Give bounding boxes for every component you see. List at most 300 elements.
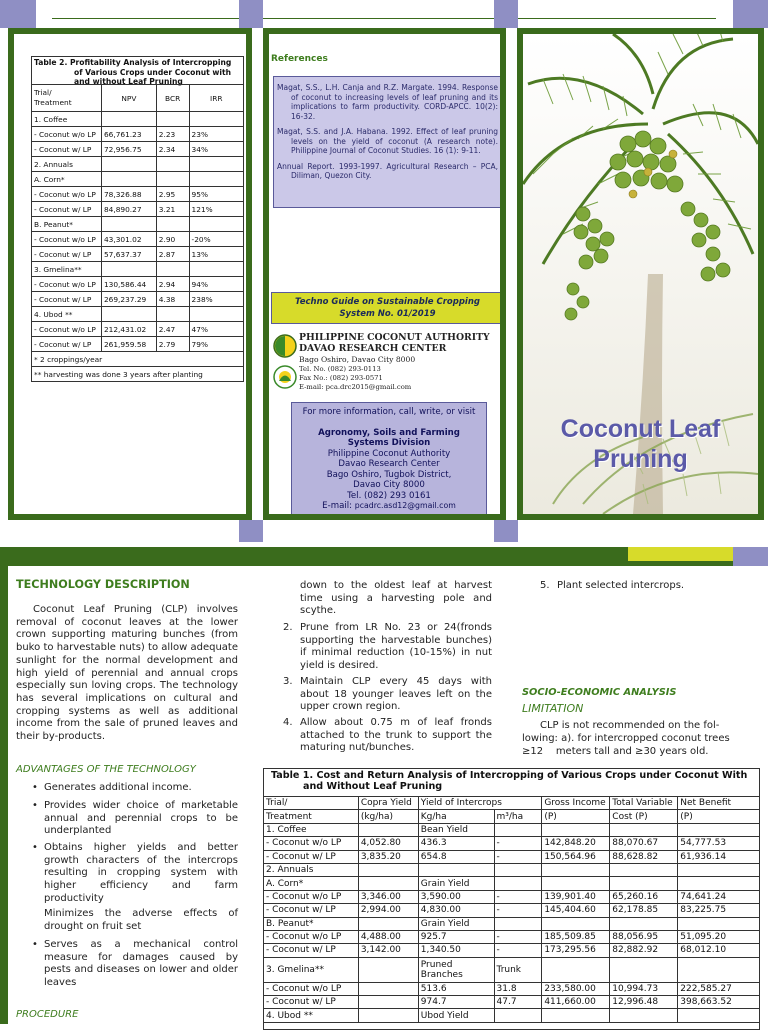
- table-row: [32, 292, 244, 307]
- table-cell: 54,777.53: [678, 837, 760, 850]
- table-header-cell: [32, 85, 102, 112]
- table1-title-line: Table 1. Cost and Return Analysis of Intercropping of Various Crops under Coconut With: [271, 770, 748, 781]
- decor-tab: [733, 0, 768, 28]
- table-cell: 65,260.16: [610, 890, 678, 903]
- table-cell: [358, 863, 418, 876]
- table-cell: [358, 917, 418, 930]
- decor-tab: [239, 0, 263, 28]
- table-cell: 3,142.00: [358, 944, 418, 957]
- table-cell: 95%: [189, 187, 243, 202]
- table-cell: 2.23: [156, 127, 189, 142]
- table-cell: [156, 172, 189, 187]
- table-cell: [494, 823, 542, 836]
- panel-table2: [8, 28, 252, 520]
- table-cell: - Coconut w/ LP: [32, 142, 102, 157]
- socio-heading: SOCIO-ECONOMIC ANALYSIS: [522, 687, 677, 698]
- reference-item: Annual Report. 1993-1997. Agricultural Research – PCA, Diliman, Quezon City.: [277, 161, 498, 180]
- table-cell: 411,660.00: [542, 996, 610, 1009]
- table-row: [264, 837, 760, 850]
- techno-guide-line: Techno Guide on Sustainable Cropping: [295, 297, 480, 307]
- table-row: [32, 142, 244, 157]
- table-header-cell: (P): [678, 810, 760, 823]
- table-cell: - Coconut w/o LP: [264, 890, 359, 903]
- table-cell: A. Corn*: [264, 877, 359, 890]
- table-cell: 121%: [189, 202, 243, 217]
- table-cell: - Coconut w/ LP: [32, 202, 102, 217]
- table-cell: [678, 823, 760, 836]
- table-cell: 83,225.75: [678, 904, 760, 917]
- table-cell: 66,761.23: [101, 127, 156, 142]
- table-cell: [358, 1009, 418, 1022]
- table-row: [32, 127, 244, 142]
- table-cell: -20%: [189, 232, 243, 247]
- table-cell: [678, 957, 760, 982]
- table-cell: [542, 917, 610, 930]
- table-cell: 4,052.80: [358, 837, 418, 850]
- table-row: [264, 917, 760, 930]
- table-cell: 238%: [189, 292, 243, 307]
- table-cell: [358, 957, 418, 982]
- table-header-cell: Net Benefit: [678, 797, 760, 810]
- panel-cover: [517, 28, 764, 520]
- table-cell: [101, 157, 156, 172]
- table-cell: 2. Annuals: [32, 157, 102, 172]
- table-cell: [156, 217, 189, 232]
- table-cell: - Coconut w/ LP: [264, 904, 359, 917]
- procedure-step: Maintain CLP every 45 days with about 18 younger leaves left on the upper crown region.: [300, 676, 492, 713]
- table-cell: [494, 863, 542, 876]
- table-row: [32, 112, 244, 127]
- top-rule: [52, 18, 716, 19]
- table-cell: - Coconut w/ LP: [264, 944, 359, 957]
- table-cell: 2.90: [156, 232, 189, 247]
- table-cell: 4. Ubod **: [264, 1009, 359, 1022]
- pca-tel: Tel. No. (082) 293-0113: [299, 365, 381, 373]
- table-cell: -: [494, 944, 542, 957]
- bottom-header-tab: [733, 547, 768, 566]
- table-header-row: [32, 85, 244, 112]
- table-cell: [156, 307, 189, 322]
- table1-title-line: and Without Leaf Pruning: [303, 781, 443, 792]
- table-cell: - Coconut w/o LP: [32, 277, 102, 292]
- table-cell: -: [494, 890, 542, 903]
- advantage-item: Serves as a mechanical control measure for damages caused by pests and diseases on lower and older leaves: [44, 939, 238, 989]
- table-cell: 173,295.56: [542, 944, 610, 957]
- table-cell: 84,890.27: [101, 202, 156, 217]
- table-cell: A. Corn*: [32, 172, 102, 187]
- table-cell: 145,404.60: [542, 904, 610, 917]
- table-cell: [358, 877, 418, 890]
- table-cell: 61,936.14: [678, 850, 760, 863]
- tech-desc-body: Coconut Leaf Pruning (CLP) involves removal of coconut leaves at the lower crown supporting maturing bunches (from buko to harvestable nuts) to allow adequate sunlight for the normal development and high yield of perennial and annual crops especially sun loving crops. The technology has several implications on cultural and cropping systems as well as additional income from the sale of pruned leaves and their by-products.: [16, 604, 238, 743]
- contact-email-row: [292, 501, 486, 512]
- table-cell: [610, 1009, 678, 1022]
- table-cell: 88,628.82: [610, 850, 678, 863]
- table-cell: 925.7: [418, 930, 494, 943]
- table-cell: 3,590.00: [418, 890, 494, 903]
- table-cell: 3. Gmelina**: [32, 262, 102, 277]
- table-cell: [494, 1009, 542, 1022]
- table-row: [32, 247, 244, 262]
- table-cell: 130,586.44: [101, 277, 156, 292]
- table-cell: 2.47: [156, 322, 189, 337]
- table-cell: Bean Yield: [418, 823, 494, 836]
- techno-guide-line: System No. 01/2019: [339, 309, 436, 319]
- table-cell: 13%: [189, 247, 243, 262]
- procedure-step: Prune from LR No. 23 or 24(fronds supporting the harvestable bunches) if minimal reduction (10-15%) in nut yield is desired.: [300, 622, 492, 672]
- table-row: [264, 863, 760, 876]
- table-cell: [610, 877, 678, 890]
- table-cell: 1. Coffee: [32, 112, 102, 127]
- table-note-row: [32, 367, 244, 382]
- step-number: 4.: [283, 717, 293, 728]
- table-row: [32, 307, 244, 322]
- table-cell: - Coconut w/ LP: [32, 292, 102, 307]
- table-cell: B. Peanut*: [32, 217, 102, 232]
- table1-title: [271, 770, 747, 792]
- bullet-dot: •: [32, 842, 38, 853]
- table-header-cell: Copra Yield: [358, 797, 418, 810]
- drc-logo-icon: [273, 364, 297, 390]
- table-cell: [101, 262, 156, 277]
- table-row: [264, 996, 760, 1009]
- table-header-row: [264, 797, 760, 810]
- table-cell: 12,996.48: [610, 996, 678, 1009]
- table2-title: [31, 56, 244, 84]
- decor-tab: [494, 0, 518, 28]
- table-cell: [101, 112, 156, 127]
- references-box: [273, 76, 500, 208]
- table-cell: [189, 307, 243, 322]
- contact-line: Bago Oshiro, Tugbok District,: [326, 469, 452, 480]
- contact-line: Davao City 8000: [353, 480, 425, 490]
- table-cell: [358, 996, 418, 1009]
- table-header-cell: IRR: [189, 85, 243, 112]
- table-cell: 513.6: [418, 982, 494, 995]
- pca-address: Bago Oshiro, Davao City 8000: [299, 355, 416, 364]
- table-cell: 2,994.00: [358, 904, 418, 917]
- table-cell: 23%: [189, 127, 243, 142]
- table-header-cell: Cost (P): [610, 810, 678, 823]
- table-cell: [156, 262, 189, 277]
- limitation-text: ≥12 meters tall and ≥30 years old.: [522, 746, 709, 757]
- table-row: [32, 322, 244, 337]
- table-header-cell: NPV: [101, 85, 156, 112]
- cover-title: [523, 414, 758, 474]
- table-cell: [678, 877, 760, 890]
- table-cell: [542, 957, 610, 982]
- table2-title-line: of Various Crops under Coconut with: [74, 67, 232, 77]
- table-header-cell: m³/ha: [494, 810, 542, 823]
- table-cell: [358, 982, 418, 995]
- table-cell: - Coconut w/o LP: [32, 322, 102, 337]
- table-cell: [101, 307, 156, 322]
- table-cell: 3.21: [156, 202, 189, 217]
- table-cell: [542, 877, 610, 890]
- table-cell: 47%: [189, 322, 243, 337]
- table-cell: -: [494, 930, 542, 943]
- table-row: [264, 957, 760, 982]
- table-header-cell: BCR: [156, 85, 189, 112]
- table-row: [264, 1009, 760, 1022]
- table-row: [264, 823, 760, 836]
- table-cell: 2.95: [156, 187, 189, 202]
- limitation-text: lowing: a). for intercropped coconut trees: [522, 733, 730, 744]
- table-header-cell: Kg/ha: [418, 810, 494, 823]
- table-row: [264, 944, 760, 957]
- pca-email: E-mail: pca.drc2015@gmail.com: [299, 383, 412, 391]
- table-cell: 269,237.29: [101, 292, 156, 307]
- table-cell: [610, 917, 678, 930]
- table-cell: - Coconut w/o LP: [264, 837, 359, 850]
- table-row: [32, 172, 244, 187]
- reference-item: Magat, S.S., L.H. Canja and R.Z. Margate. 1994. Response of coconut to increasing levels of leaf pruning and its implications to farm productivity. CORD-APCC. 10(2): 16-32.: [277, 83, 498, 121]
- table-cell: 974.7: [418, 996, 494, 1009]
- table-row: [264, 850, 760, 863]
- table-cell: 2.34: [156, 142, 189, 157]
- advantages-heading: ADVANTAGES OF THE TECHNOLOGY: [16, 764, 196, 775]
- table-row: [264, 890, 760, 903]
- advantage-item: Provides wider choice of marketable annual and perennial crops to be underplanted: [44, 800, 238, 837]
- table-cell: [542, 1009, 610, 1022]
- table-cell: 3,835.20: [358, 850, 418, 863]
- table-cell: [101, 217, 156, 232]
- table-cell: [678, 917, 760, 930]
- table-header-cell: Total Variable: [610, 797, 678, 810]
- table-cell: [610, 823, 678, 836]
- table-cell: - Coconut w/ LP: [264, 850, 359, 863]
- table-cell: - Coconut w/o LP: [32, 232, 102, 247]
- table-header-cell: Yield of Intercrops: [418, 797, 542, 810]
- table-cell: 185,509.85: [542, 930, 610, 943]
- table-cell: 4,488.00: [358, 930, 418, 943]
- table-cell: 150,564.96: [542, 850, 610, 863]
- header-text: Trial/: [34, 88, 52, 97]
- table-header-row: [264, 810, 760, 823]
- table-cell: - Coconut w/o LP: [264, 930, 359, 943]
- table-cell: [101, 172, 156, 187]
- table-cell: [156, 157, 189, 172]
- advantage-item: Obtains higher yields and better growth characters of the intercrops resulting in cropping system with higher efficiency and farm productivity: [44, 842, 238, 904]
- table-cell: [678, 863, 760, 876]
- table-cell: 2.87: [156, 247, 189, 262]
- pca-block: [299, 332, 490, 392]
- table2: [31, 84, 244, 382]
- table-cell: 79%: [189, 337, 243, 352]
- table-cell: 78,326.88: [101, 187, 156, 202]
- cell-text: Pruned: [420, 959, 453, 970]
- table-cell: - Coconut w/o LP: [32, 187, 102, 202]
- table-cell: [358, 823, 418, 836]
- table-row: [32, 157, 244, 172]
- pca-name: PHILIPPINE COCONUT AUTHORITY: [299, 332, 490, 343]
- limitation-text: CLP is not recommended on the fol-: [540, 720, 720, 731]
- contact-line: Davao Research Center: [338, 459, 440, 469]
- table-cell: Grain Yield: [418, 917, 494, 930]
- table-header-cell: Gross Income: [542, 797, 610, 810]
- table-cell: [542, 823, 610, 836]
- contact-intro: For more information, call, write, or visit: [302, 407, 476, 417]
- panel-references: [263, 28, 506, 520]
- table-cell: 47.7: [494, 996, 542, 1009]
- table-cell: 57,637.37: [101, 247, 156, 262]
- contact-tel: Tel. (082) 293 0161: [347, 490, 431, 501]
- table-cell: 74,641.24: [678, 890, 760, 903]
- table-cell: [418, 863, 494, 876]
- table-cell: 31.8: [494, 982, 542, 995]
- table-cell: 82,882.92: [610, 944, 678, 957]
- table-cell: [156, 112, 189, 127]
- table-cell: 261,959.58: [101, 337, 156, 352]
- table-cell: 142,848.20: [542, 837, 610, 850]
- table-cell: [494, 917, 542, 930]
- table-cell: 654.8: [418, 850, 494, 863]
- pca-center: DAVAO RESEARCH CENTER: [299, 343, 447, 354]
- table-header-cell: (kg/ha): [358, 810, 418, 823]
- cell-text: Branches: [420, 969, 463, 980]
- contact-division: Agronomy, Soils and Farming: [318, 427, 460, 438]
- table-cell: 436.3: [418, 837, 494, 850]
- table-cell: [189, 262, 243, 277]
- bullet-dot: •: [32, 800, 38, 811]
- step-number: 3.: [283, 676, 293, 687]
- step-number: 5.: [540, 580, 550, 591]
- table-cell: [189, 217, 243, 232]
- reference-item: Magat, S.S. and J.A. Habana. 1992. Effect of leaf pruning levels on the yield of coconut (A research note). Philippine Journal of Coconut Studies. 16 (1): 9-11.: [277, 127, 498, 155]
- table-cell: 3. Gmelina**: [264, 957, 359, 982]
- table-cell: 1,340.50: [418, 944, 494, 957]
- table-cell: -: [494, 837, 542, 850]
- table-cell: - Coconut w/o LP: [32, 127, 102, 142]
- table-cell: [418, 957, 494, 982]
- cover-title-line: Pruning: [593, 445, 688, 473]
- contact-division: Systems Division: [347, 438, 431, 448]
- table-cell: 88,070.67: [610, 837, 678, 850]
- advantage-item-extra: Minimizes the adverse effects of drought on fruit set: [44, 908, 238, 932]
- table1: [263, 796, 760, 1023]
- table-cell: [610, 863, 678, 876]
- cover-title-line: Coconut Leaf: [560, 415, 721, 443]
- table-cell: -: [494, 904, 542, 917]
- table-row: [32, 187, 244, 202]
- table-cell: Ubod Yield: [418, 1009, 494, 1022]
- table-cell: 34%: [189, 142, 243, 157]
- table-cell: Trunk: [494, 957, 542, 982]
- table2-title-line: Table 2. Profitability Analysis of Intercropping: [34, 58, 232, 67]
- contact-box: [291, 402, 487, 514]
- table-header-cell: Treatment: [264, 810, 359, 823]
- table-cell: [610, 957, 678, 982]
- table-cell: 68,012.10: [678, 944, 760, 957]
- table-cell: B. Peanut*: [264, 917, 359, 930]
- procedure-step-continued: down to the oldest leaf at harvest time using a harvesting pole and scythe.: [300, 580, 492, 617]
- table-cell: - Coconut w/ LP: [32, 337, 102, 352]
- references-heading: References: [271, 54, 328, 64]
- limitation-heading: LIMITATION: [522, 702, 584, 715]
- table-cell: 4,830.00: [418, 904, 494, 917]
- contact-line: Philippine Coconut Authority: [327, 448, 451, 459]
- table-cell: 10,994.73: [610, 982, 678, 995]
- procedure-step: Plant selected intercrops.: [557, 580, 685, 591]
- decor-tab: [494, 520, 518, 542]
- pca-logo-icon: [273, 334, 297, 358]
- table-header-cell: Trial/: [264, 797, 359, 810]
- table-cell: 4.38: [156, 292, 189, 307]
- table-cell: 51,095.20: [678, 930, 760, 943]
- advantage-item: Generates additional income.: [44, 782, 192, 793]
- table-cell: - Coconut w/ LP: [264, 996, 359, 1009]
- table-row: [32, 217, 244, 232]
- table-cell: Grain Yield: [418, 877, 494, 890]
- contact-email-label: E-mail:: [322, 501, 355, 511]
- table-cell: [189, 157, 243, 172]
- table-cell: 398,663.52: [678, 996, 760, 1009]
- procedure-heading: PROCEDURE: [16, 1009, 79, 1020]
- table-row: [264, 982, 760, 995]
- table-cell: [494, 877, 542, 890]
- table-cell: 43,301.02: [101, 232, 156, 247]
- bullet-dot: •: [32, 782, 38, 793]
- table-row: [32, 202, 244, 217]
- table-cell: [189, 112, 243, 127]
- table-cell: 1. Coffee: [264, 823, 359, 836]
- table-cell: 62,178.85: [610, 904, 678, 917]
- table-row: [32, 232, 244, 247]
- table-row: [32, 277, 244, 292]
- table-cell: 233,580.00: [542, 982, 610, 995]
- table2-title-line: and without Leaf Pruning: [74, 77, 183, 86]
- table-cell: 139,901.40: [542, 890, 610, 903]
- decor-tab: [0, 0, 36, 28]
- table-cell: 2.94: [156, 277, 189, 292]
- pca-fax: Fax No.: (082) 293-0571: [299, 374, 383, 382]
- table-row: [32, 337, 244, 352]
- table-header-cell: (P): [542, 810, 610, 823]
- table-cell: 3,346.00: [358, 890, 418, 903]
- tech-desc-heading: TECHNOLOGY DESCRIPTION: [16, 578, 190, 591]
- procedure-step: Allow about 0.75 m of leaf fronds attached to the trunk to support the maturing nut/bunches.: [300, 717, 492, 754]
- table-cell: 88,056.95: [610, 930, 678, 943]
- table-cell: 2.79: [156, 337, 189, 352]
- decor-tab: [239, 520, 263, 542]
- table-row: [264, 904, 760, 917]
- header-text: Treatment: [34, 98, 72, 107]
- table-cell: [542, 863, 610, 876]
- left-edge-bar: [0, 547, 8, 1024]
- table-row: [264, 930, 760, 943]
- table-note-row: [32, 352, 244, 367]
- table-cell: 222,585.27: [678, 982, 760, 995]
- table-note: ** harvesting was done 3 years after planting: [32, 367, 244, 382]
- techno-guide-banner: [271, 292, 500, 324]
- contact-email-link[interactable]: pcadrc.asd12@gmail.com: [354, 501, 456, 510]
- table-cell: 94%: [189, 277, 243, 292]
- table-cell: [678, 1009, 760, 1022]
- table-cell: 72,956.75: [101, 142, 156, 157]
- table-cell: 4. Ubod **: [32, 307, 102, 322]
- table-cell: 2. Annuals: [264, 863, 359, 876]
- table-row: [264, 877, 760, 890]
- table-cell: - Coconut w/ LP: [32, 247, 102, 262]
- table-cell: 212,431.02: [101, 322, 156, 337]
- table-cell: [189, 172, 243, 187]
- table-note: * 2 croppings/year: [32, 352, 244, 367]
- step-number: 2.: [283, 622, 293, 633]
- bottom-header-accent: [628, 547, 733, 561]
- bullet-dot: •: [32, 939, 38, 950]
- table-cell: - Coconut w/o LP: [264, 982, 359, 995]
- table-row: [32, 262, 244, 277]
